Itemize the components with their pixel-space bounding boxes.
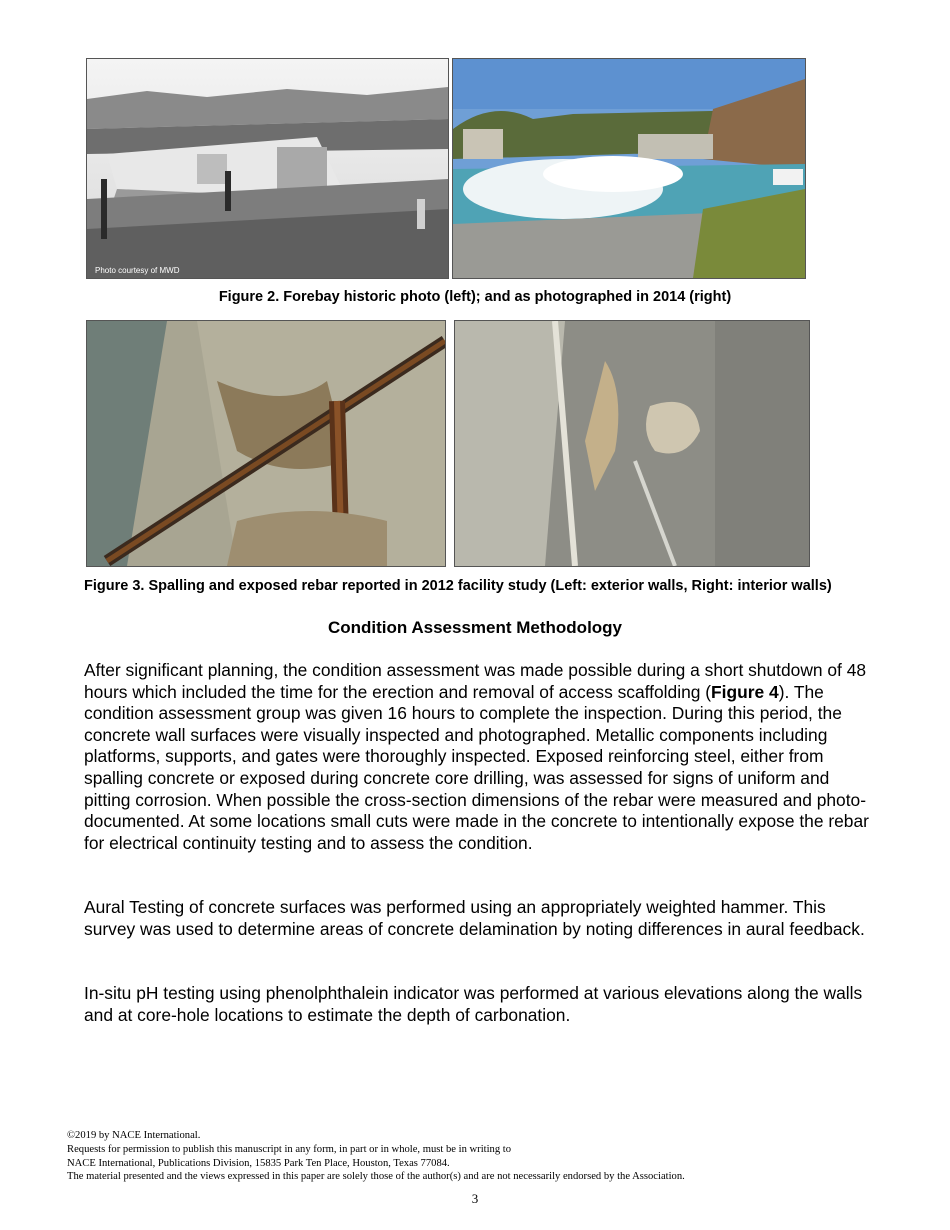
figure2-watermark: Photo courtesy of MWD bbox=[95, 266, 180, 275]
figure2-left-photo bbox=[86, 58, 449, 279]
paragraph-1-text-start: After significant planning, the condition assessment was made possible during a short shutdown of 48 hours which included the time for the erection and removal of access scaffolding ( bbox=[84, 660, 867, 702]
figure2-right-photo bbox=[452, 58, 806, 279]
page-number: 3 bbox=[471, 1191, 479, 1206]
footer-disclaimer: The material presented and the views expressed in this paper are solely those of the author(s) and are not necessarily endorsed by the Association. bbox=[67, 1171, 685, 1183]
body-paragraph-2: Aural Testing of concrete surfaces was performed using an appropriately weighted hammer. This survey was used to determine areas of concrete delamination by noting differences in aural feedback. bbox=[84, 897, 865, 939]
section-heading: Condition Assessment Methodology bbox=[327, 618, 623, 637]
figure-4-reference: Figure 4 bbox=[711, 681, 779, 702]
figure3-right-photo bbox=[454, 320, 810, 567]
copyright-footer bbox=[67, 1129, 887, 1184]
figure2-caption: Figure 2. Forebay historic photo (left); and as photographed in 2014 (right) bbox=[218, 289, 732, 305]
body-paragraph-3: In-situ pH testing using phenolphthalein indicator was performed at various elevations along the walls and at core-hole locations to estimate the depth of carbonation. bbox=[84, 983, 863, 1025]
body-paragraph-1 bbox=[84, 660, 874, 854]
paragraph-1-text-end: ). The condition assessment group was given 16 hours to complete the inspection. During this period, the concrete wall surfaces were visually inspected and photographed. Metallic components including platforms, supports, and gates were thoroughly inspected. Exposed reinforcing steel, either from spalling concrete or exposed during concrete core drilling, was assessed for signs of uniform and pitting corrosion. When possible the cross-section dimensions of the rebar were measured and photo-documented. At some locations small cuts were made in the concrete to intentionally expose the rebar for electrical continuity testing and to assess the condition. bbox=[84, 681, 869, 853]
figure3-left-photo bbox=[86, 320, 446, 567]
footer-address: NACE International, Publications Division, 15835 Park Ten Place, Houston, Texas 77084. bbox=[67, 1157, 450, 1169]
footer-permission: Requests for permission to publish this manuscript in any form, in part or in whole, must be in writing to bbox=[67, 1143, 512, 1155]
footer-copyright: ©2019 by NACE International. bbox=[67, 1130, 201, 1141]
figure3-caption: Figure 3. Spalling and exposed rebar reported in 2012 facility study (Left: exterior walls, Right: interior walls) bbox=[84, 578, 832, 594]
